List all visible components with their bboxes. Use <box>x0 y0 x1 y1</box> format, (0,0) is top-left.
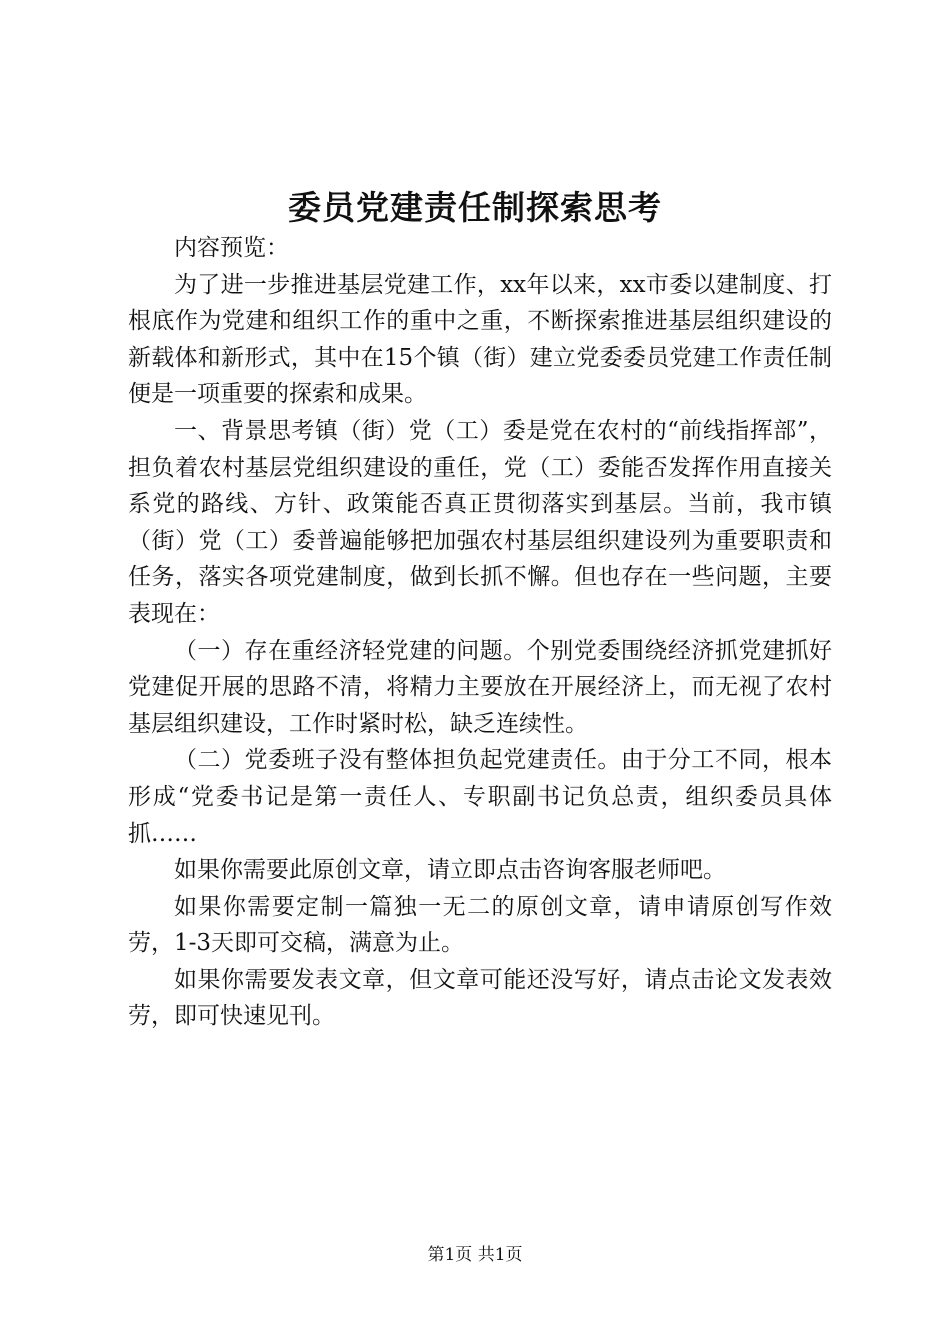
paragraph-custom-writing: 如果你需要定制一篇独一无二的原创文章，请申请原创写作效劳，1-3天即可交稿，满意为止。 <box>128 893 832 957</box>
document-body <box>128 230 832 1035</box>
paragraph-background: 一、背景思考镇（街）党（工）委是党在农村的“前线指挥部”，担负着农村基层党组织建设的重任，党（工）委能否发挥作用直接关系党的路线、方针、政策能否真正贯彻落实到基层。当前，我市镇（街）党（工）委普遍能够把加强农村基层组织建设列为重要职责和任务，落实各项党建制度，做到长抓不懈。但也存在一些问题，主要表现在： <box>128 417 832 627</box>
page-number-footer: 第1页 共1页 <box>427 1245 523 1265</box>
paragraph-publish: 如果你需要发表文章，但文章可能还没写好，请点击论文发表效劳，即可快速见刊。 <box>128 966 832 1030</box>
paragraph-consult: 如果你需要此原创文章，请立即点击咨询客服老师吧。 <box>174 857 726 884</box>
paragraph-intro: 为了进一步推进基层党建工作，xx年以来，xx市委以建制度、打根底作为党建和组织工作的重中之重，不断探索推进基层组织建设的新载体和新形式，其中在15个镇（街）建立党委委员党建工作责任制便是一项重要的探索和成果。 <box>128 271 832 408</box>
paragraph-issue-1: （一）存在重经济轻党建的问题。个别党委围绕经济抓党建抓好党建促开展的思路不清，将精力主要放在开展经济上，而无视了农村基层组织建设，工作时紧时松，缺乏连续性。 <box>128 637 832 737</box>
preview-label: 内容预览： <box>174 235 289 261</box>
document-title: 委员党建责任制探索思考 <box>288 188 662 227</box>
paragraph-issue-2: （二）党委班子没有整体担负起党建责任。由于分工不同，根本形成“党委书记是第一责任人、专职副书记负总责，组织委员具体抓…… <box>128 747 832 847</box>
